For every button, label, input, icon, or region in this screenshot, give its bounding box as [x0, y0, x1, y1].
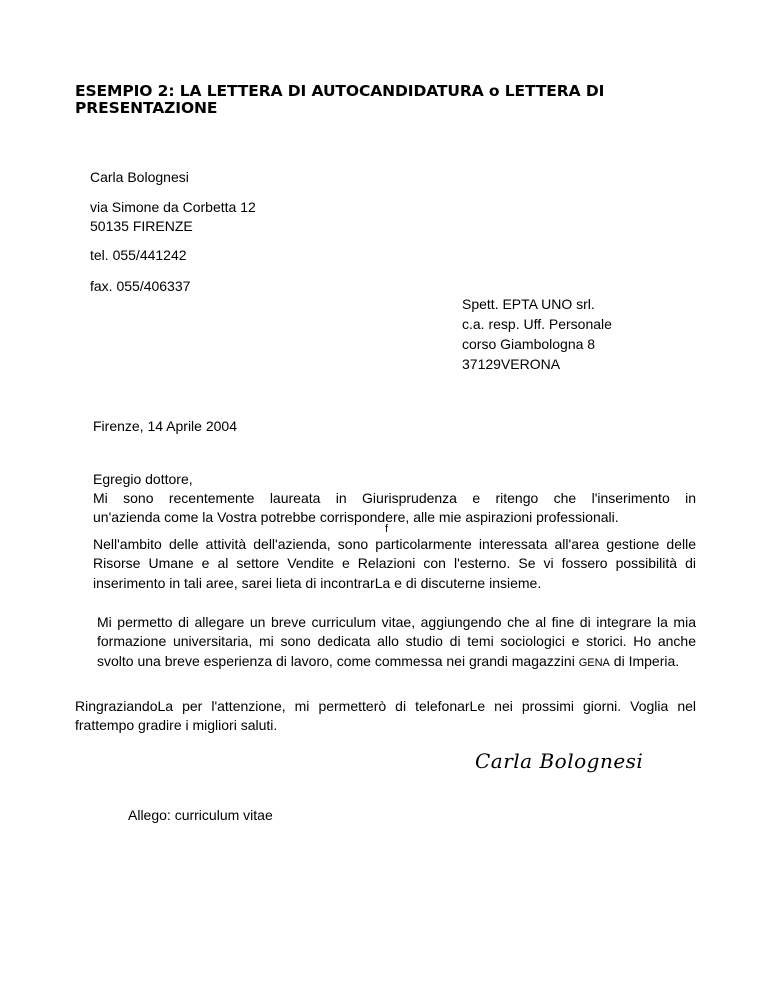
recipient-street: corso Giambologna 8 — [462, 336, 596, 352]
sender-name: Carla Bolognesi — [90, 169, 189, 185]
signature: Carla Bolognesi — [475, 749, 644, 773]
salutation: Egregio dottore, — [93, 471, 193, 487]
paragraph-1-line-1: Mi sono recentemente laureata in Giurisprudenza e ritengo che l'inserimento in — [93, 490, 696, 506]
attachment-note: Allego: curriculum vitae — [128, 807, 273, 823]
sender-fax: fax. 055/406337 — [90, 278, 191, 294]
sender-street: via Simone da Corbetta 12 — [90, 199, 256, 215]
paragraph-3 — [97, 613, 696, 673]
sender-tel: tel. 055/441242 — [90, 247, 187, 263]
document-title — [75, 83, 715, 117]
title-line-2: PRESENTAZIONE — [75, 99, 218, 117]
recipient-city: 37129VERONA — [462, 356, 561, 372]
stray-mark: f — [385, 523, 389, 535]
paragraph-3-end: di Imperia. — [613, 652, 680, 669]
paragraph-3-text: Mi permetto di allegare un breve curriculum vitae, aggiungendo che al fine di integrare la mia formazione universitaria, mi sono dedicata allo studio di temi sociologici e storici. Ho anche svolto una breve esperienza di lavoro, come commessa nei grandi magazzini — [97, 614, 696, 669]
sender-city: 50135 FIRENZE — [90, 218, 193, 234]
letter-date: Firenze, 14 Aprile 2004 — [93, 418, 237, 434]
store-name: GENA — [578, 656, 610, 669]
closing-paragraph: RingraziandoLa per l'attenzione, mi permetterò di telefonarLe nei prossimi giorni. Voglia nel frattempo gradire i migliori saluti. — [75, 698, 696, 734]
paragraph-1-line-2: un'azienda come la Vostra potrebbe corrispondere, alle mie aspirazioni professionali. — [93, 509, 619, 525]
paragraph-2: Nell'ambito delle attività dell'azienda, sono particolarmente interessata all'area gestione delle Risorse Umane e al settore Vendite e Relazioni con l'esterno. Se vi fossero possibilità di inserimento in tali aree, sarei lieta di incontrarLa e di discuterne insieme. — [93, 536, 696, 591]
recipient-attention: c.a. resp. Uff. Personale — [462, 316, 612, 332]
title-line-1: ESEMPIO 2: LA LETTERA DI AUTOCANDIDATURA o LETTERA DI — [75, 82, 605, 100]
recipient-company: Spett. EPTA UNO srl. — [462, 296, 595, 312]
